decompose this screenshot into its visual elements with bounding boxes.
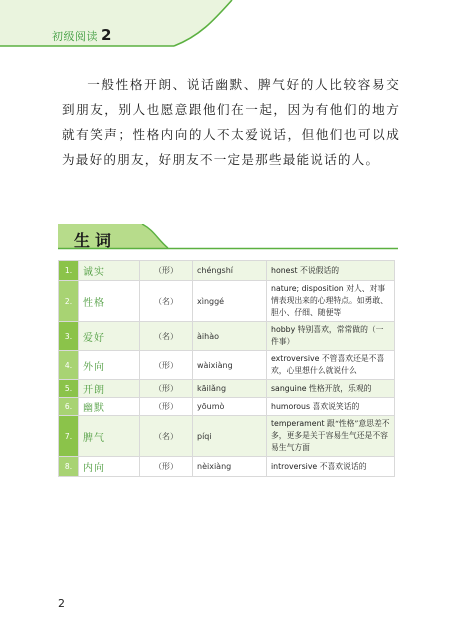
definition-chinese: 性格开放，乐观的	[306, 383, 372, 393]
vocab-row	[59, 351, 395, 380]
vocab-word: 诚实	[79, 261, 140, 281]
definition-english: sanguine	[271, 383, 307, 393]
vocab-word: 爱好	[79, 322, 140, 351]
vocab-row	[59, 416, 395, 457]
vocab-number: 7.	[59, 416, 79, 457]
vocab-part-of-speech: （形）	[140, 457, 193, 477]
vocab-number: 6.	[59, 398, 79, 416]
vocab-part-of-speech: （形）	[140, 351, 193, 380]
vocab-pinyin: xìnggé	[193, 281, 267, 322]
vocab-number: 1.	[59, 261, 79, 281]
vocab-part-of-speech: （形）	[140, 261, 193, 281]
vocab-part-of-speech: （形）	[140, 398, 193, 416]
vocab-number: 3.	[59, 322, 79, 351]
vocab-part-of-speech: （名）	[140, 416, 193, 457]
vocab-pinyin: wàixiàng	[193, 351, 267, 380]
vocab-word: 内向	[79, 457, 140, 477]
vocab-row	[59, 380, 395, 398]
vocab-part-of-speech: （形）	[140, 380, 193, 398]
definition-chinese: 对人、对事情表现出来的心理特点。如勇敢、胆小、仔细、随便等	[271, 284, 388, 317]
definition-chinese: 喜欢说笑话的	[310, 401, 360, 411]
vocab-definition	[267, 351, 395, 380]
reading-passage	[62, 72, 400, 172]
vocab-row	[59, 398, 395, 416]
vocab-pinyin: píqi	[193, 416, 267, 457]
vocab-pinyin: kāilǎng	[193, 380, 267, 398]
vocab-definition	[267, 398, 395, 416]
running-header	[52, 26, 112, 44]
vocab-definition	[267, 457, 395, 477]
definition-english: temperament	[271, 419, 325, 428]
vocab-number: 8.	[59, 457, 79, 477]
definition-chinese: 跟“性格”意思差不多，更多是关于容易生气还是不容易生气方面	[271, 419, 390, 452]
vocab-definition	[267, 416, 395, 457]
book-title: 初级阅读	[52, 30, 98, 43]
vocab-number: 2.	[59, 281, 79, 322]
vocab-row	[59, 457, 395, 477]
vocab-row	[59, 261, 395, 281]
vocab-table	[58, 260, 395, 477]
vocab-definition	[267, 261, 395, 281]
vocab-word: 脾气	[79, 416, 140, 457]
definition-english: nature; disposition	[271, 284, 344, 293]
vocab-part-of-speech: （名）	[140, 281, 193, 322]
vocab-word: 外向	[79, 351, 140, 380]
definition-english: extroversive	[271, 354, 320, 363]
definition-chinese: 不说假话的	[297, 265, 340, 275]
vocab-number: 4.	[59, 351, 79, 380]
passage-paragraph: 一般性格开朗、说话幽默、脾气好的人比较容易交到朋友，别人也愿意跟他们在一起，因为有他们的地方就有笑声；性格内向的人不太爱说话，但他们也可以成为最好的朋友，好朋友不一定是那些最能说话的人。	[62, 77, 400, 167]
vocab-part-of-speech: （名）	[140, 322, 193, 351]
page-number: 2	[58, 597, 65, 610]
definition-english: humorous	[271, 401, 311, 411]
vocab-row	[59, 281, 395, 322]
vocab-row	[59, 322, 395, 351]
definition-english: honest	[271, 265, 298, 275]
vocab-word: 开朗	[79, 380, 140, 398]
definition-chinese: 不喜欢说话的	[317, 461, 367, 471]
vocab-word: 性格	[79, 281, 140, 322]
vocab-pinyin: àihào	[193, 322, 267, 351]
vocab-definition	[267, 380, 395, 398]
vocab-number: 5.	[59, 380, 79, 398]
definition-english: introversive	[271, 461, 318, 471]
volume-number: 2	[101, 26, 112, 44]
vocab-definition	[267, 281, 395, 322]
vocab-pinyin: nèixiàng	[193, 457, 267, 477]
vocab-word: 幽默	[79, 398, 140, 416]
vocab-title: 生词	[74, 231, 117, 250]
vocab-definition	[267, 322, 395, 351]
definition-chinese: 不管喜欢还是不喜欢，心里想什么就说什么	[271, 354, 385, 375]
definition-english: hobby	[271, 325, 296, 334]
definition-chinese: 特别喜欢，常常做的（一件事）	[271, 325, 384, 346]
vocab-pinyin: chéngshí	[193, 261, 267, 281]
vocab-pinyin: yōumò	[193, 398, 267, 416]
